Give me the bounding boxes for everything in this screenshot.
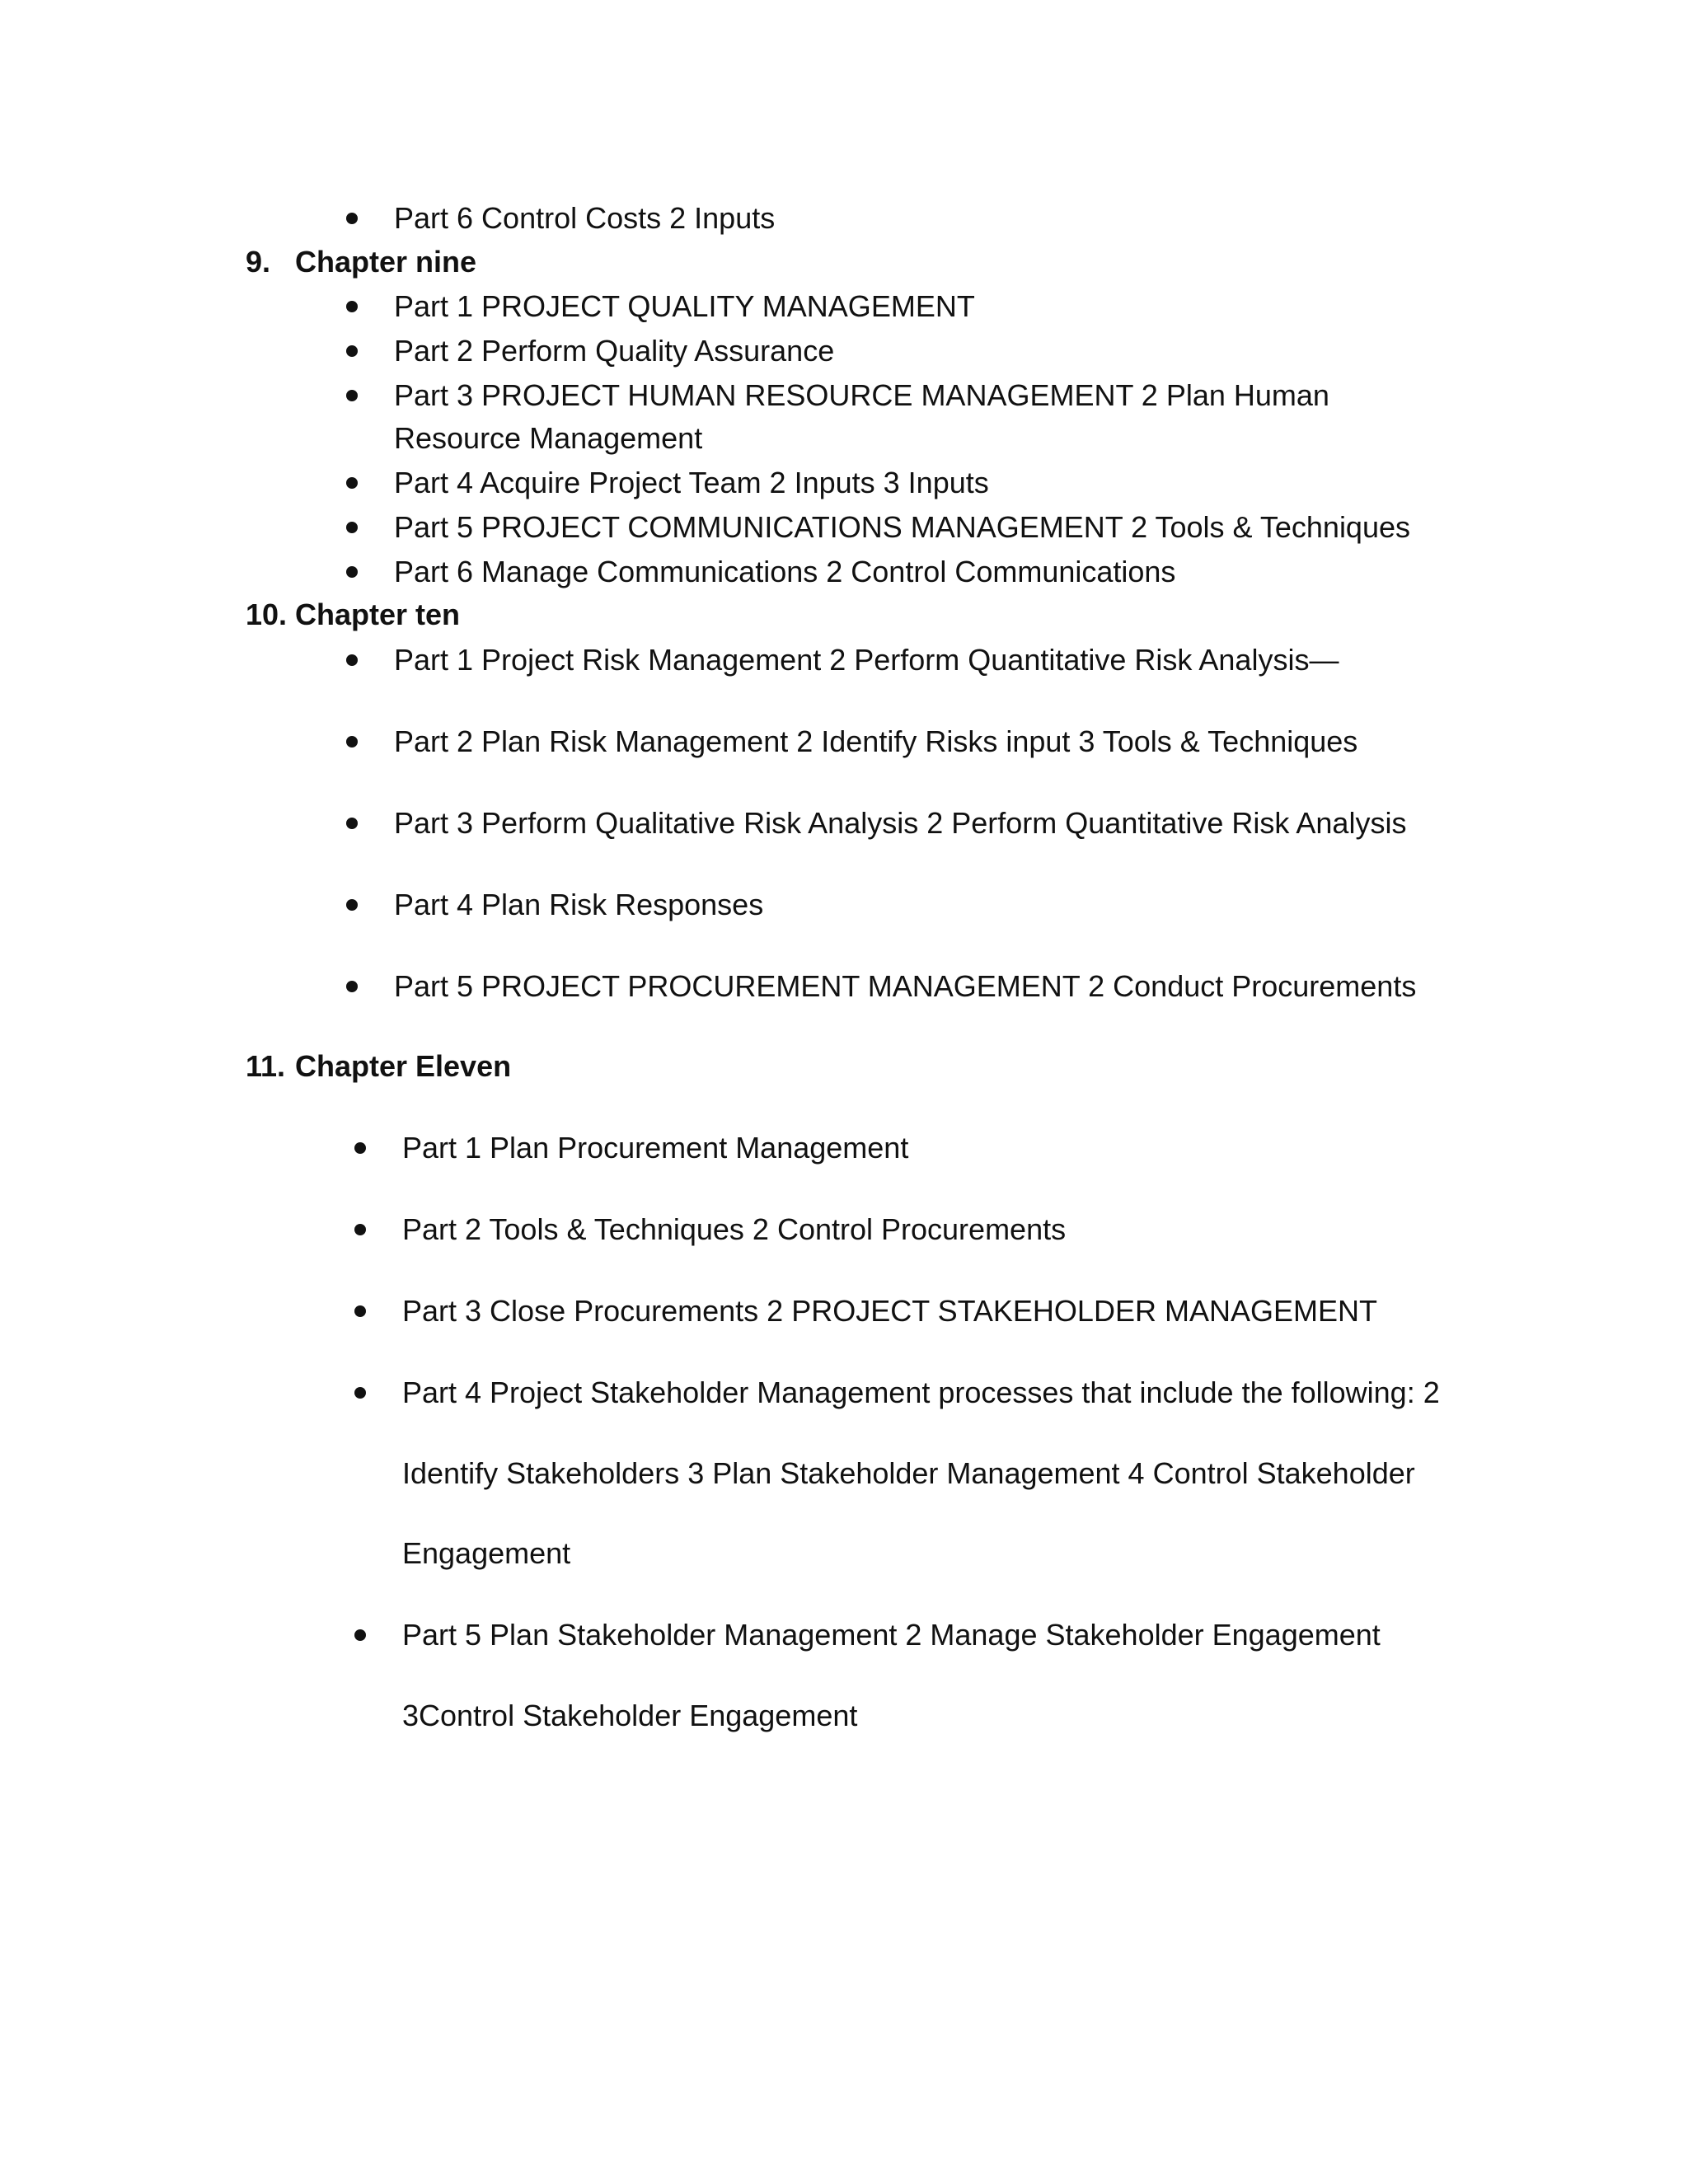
list-item-text: Part 6 Control Costs 2 Inputs <box>394 201 776 235</box>
bullet-icon <box>346 345 358 357</box>
chapter-number: 11. <box>246 1049 286 1083</box>
chapter-heading <box>246 1044 511 1089</box>
bullet-icon <box>346 477 358 489</box>
bullet-icon <box>346 981 358 992</box>
chapter-number: 10. <box>246 598 288 631</box>
bullet-icon <box>354 1629 366 1641</box>
chapter-title: Chapter nine <box>295 245 477 279</box>
list-item-text: Part 1 Plan Procurement Management <box>402 1131 909 1165</box>
bullet-icon <box>346 522 358 533</box>
list-item-text: Part 5 Plan Stakeholder Management 2 Manage Stakeholder Engagement <box>402 1618 1381 1652</box>
list-item-text: Part 4 Plan Risk Responses <box>394 888 764 921</box>
list-item-continuation: 3Control Stakeholder Engagement <box>402 1699 858 1732</box>
list-item-text: Part 4 Project Stakeholder Management processes that include the following: 2 <box>402 1376 1440 1409</box>
list-item-text: Part 2 Plan Risk Management 2 Identify Risks input 3 Tools & Techniques <box>394 724 1358 758</box>
list-item-text: Part 3 Close Procurements 2 PROJECT STAKEHOLDER MANAGEMENT <box>402 1294 1377 1328</box>
bullet-icon <box>354 1142 366 1154</box>
list-item-text: Part 1 PROJECT QUALITY MANAGEMENT <box>394 289 975 323</box>
bullet-icon <box>354 1387 366 1399</box>
bullet-icon <box>346 301 358 312</box>
list-item-text: Part 5 PROJECT PROCUREMENT MANAGEMENT 2 Conduct Procurements <box>394 969 1417 1003</box>
chapter-title: Chapter ten <box>295 598 461 631</box>
bullet-icon <box>354 1305 366 1317</box>
list-item-text: Part 1 Project Risk Management 2 Perform Quantitative Risk Analysis— <box>394 643 1339 677</box>
list-item-text: Part 2 Perform Quality Assurance <box>394 334 835 368</box>
bullet-icon <box>346 213 358 224</box>
chapter-heading <box>246 593 460 637</box>
bullet-icon <box>346 899 358 911</box>
chapter-heading <box>246 240 476 284</box>
list-item-continuation: Engagement <box>402 1536 571 1570</box>
list-item-text: Part 4 Acquire Project Team 2 Inputs 3 Inputs <box>394 466 989 499</box>
bullet-icon <box>354 1224 366 1235</box>
list-item-continuation: Resource Management <box>394 421 703 455</box>
bullet-icon <box>346 818 358 829</box>
list-item-text: Part 3 PROJECT HUMAN RESOURCE MANAGEMENT 2 Plan Human <box>394 378 1329 412</box>
chapter-number: 9. <box>246 245 271 279</box>
list-item-continuation: Identify Stakeholders 3 Plan Stakeholder Management 4 Control Stakeholder <box>402 1456 1415 1490</box>
chapter-title: Chapter Eleven <box>295 1049 512 1083</box>
bullet-icon <box>346 390 358 401</box>
bullet-icon <box>346 736 358 748</box>
list-item-text: Part 3 Perform Qualitative Risk Analysis 2 Perform Quantitative Risk Analysis <box>394 806 1407 840</box>
bullet-icon <box>346 654 358 666</box>
list-item-text: Part 6 Manage Communications 2 Control Communications <box>394 555 1176 588</box>
bullet-icon <box>346 566 358 578</box>
list-item-text: Part 5 PROJECT COMMUNICATIONS MANAGEMENT 2 Tools & Techniques <box>394 510 1410 544</box>
list-item-text: Part 2 Tools & Techniques 2 Control Procurements <box>402 1212 1067 1246</box>
